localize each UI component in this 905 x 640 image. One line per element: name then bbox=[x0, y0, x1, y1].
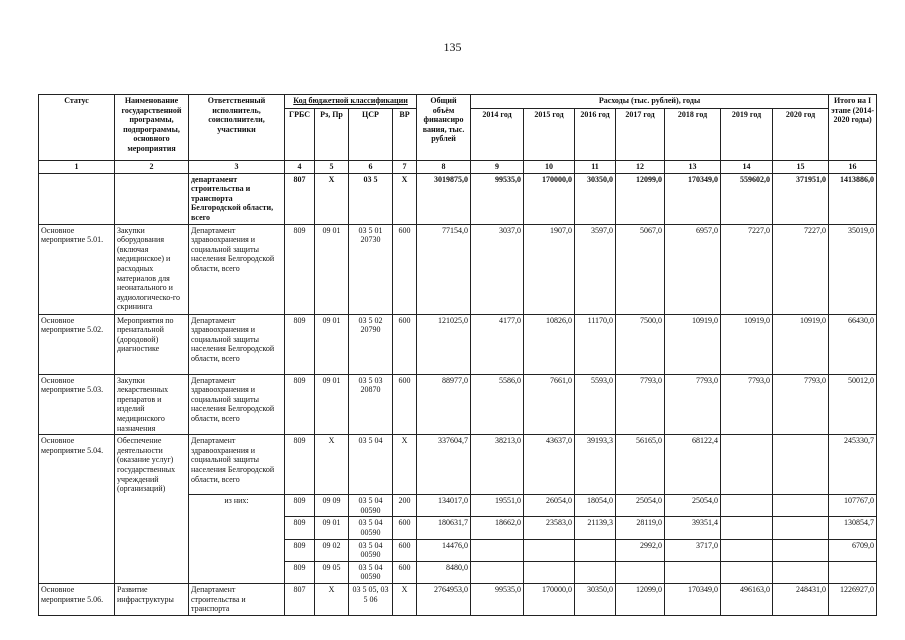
column-number: 13 bbox=[665, 161, 721, 174]
name-cell bbox=[115, 539, 189, 561]
year-value-cell bbox=[665, 561, 721, 583]
rzpr-cell: 09 01 bbox=[315, 374, 349, 435]
vr-cell: 600 bbox=[393, 539, 417, 561]
header-rzpr: Рз, Пр bbox=[315, 109, 349, 161]
year-value-cell: 56165,0 bbox=[616, 435, 665, 495]
year-value-cell: 7793,0 bbox=[721, 374, 773, 435]
year-value-cell bbox=[721, 435, 773, 495]
year-value-cell: 7500,0 bbox=[616, 314, 665, 374]
vr-cell: 600 bbox=[393, 561, 417, 583]
status-cell: Основное мероприятие 5.06. bbox=[39, 583, 115, 615]
year-value-cell: 39351,4 bbox=[665, 517, 721, 539]
year-value-cell bbox=[721, 495, 773, 517]
csr-cell: 03 5 bbox=[349, 173, 393, 224]
year-value-cell: 21139,3 bbox=[575, 517, 616, 539]
csr-cell: 03 5 04 bbox=[349, 435, 393, 495]
name-cell bbox=[115, 495, 189, 517]
name-cell bbox=[115, 173, 189, 224]
year-value-cell: 12099,0 bbox=[616, 583, 665, 615]
status-cell: Основное мероприятие 5.02. bbox=[39, 314, 115, 374]
table-row bbox=[39, 374, 877, 435]
csr-cell: 03 5 02 20790 bbox=[349, 314, 393, 374]
year-value-cell: 248431,0 bbox=[773, 583, 829, 615]
year-value-cell: 371951,0 bbox=[773, 173, 829, 224]
year-value-cell: 2992,0 bbox=[616, 539, 665, 561]
year-value-cell bbox=[721, 517, 773, 539]
column-number: 9 bbox=[471, 161, 524, 174]
rzpr-cell: Х bbox=[315, 435, 349, 495]
column-number: 16 bbox=[829, 161, 877, 174]
itogo-cell: 35019,0 bbox=[829, 224, 877, 314]
year-value-cell: 43637,0 bbox=[524, 435, 575, 495]
csr-cell: 03 5 04 00590 bbox=[349, 561, 393, 583]
total-cell: 88977,0 bbox=[417, 374, 471, 435]
responsible-cell: Департамент здравоохранения и социальной защиты населения Белгородской области, всего bbox=[189, 314, 285, 374]
name-cell: Обеспечение деятельности (оказание услуг) государственных учреждений (организаций) bbox=[115, 435, 189, 495]
year-value-cell: 26054,0 bbox=[524, 495, 575, 517]
year-value-cell: 25054,0 bbox=[665, 495, 721, 517]
header-itogo: Итого на I этапе (2014-2020 годы) bbox=[829, 95, 877, 161]
year-value-cell bbox=[721, 561, 773, 583]
table-row bbox=[39, 495, 877, 517]
year-value-cell: 5067,0 bbox=[616, 224, 665, 314]
header-year-2015: 2015 год bbox=[524, 109, 575, 161]
vr-cell: 600 bbox=[393, 374, 417, 435]
header-year-2014: 2014 год bbox=[471, 109, 524, 161]
column-number: 8 bbox=[417, 161, 471, 174]
column-number: 10 bbox=[524, 161, 575, 174]
csr-cell: 03 5 03 20870 bbox=[349, 374, 393, 435]
rzpr-cell: 09 05 bbox=[315, 561, 349, 583]
total-cell: 77154,0 bbox=[417, 224, 471, 314]
year-value-cell: 7227,0 bbox=[721, 224, 773, 314]
itogo-cell: 1413886,0 bbox=[829, 173, 877, 224]
grbs-cell: 809 bbox=[285, 561, 315, 583]
header-year-2018: 2018 год bbox=[665, 109, 721, 161]
year-value-cell: 7227,0 bbox=[773, 224, 829, 314]
column-number: 5 bbox=[315, 161, 349, 174]
year-value-cell bbox=[773, 517, 829, 539]
table-row bbox=[39, 583, 877, 615]
grbs-cell: 809 bbox=[285, 374, 315, 435]
table-row bbox=[39, 224, 877, 314]
name-cell: Закупки лекарственных препаратов и изделий медицинского назначения bbox=[115, 374, 189, 435]
header-total: Общий объём финансиро вания, тыс. рублей bbox=[417, 95, 471, 161]
year-value-cell: 4177,0 bbox=[471, 314, 524, 374]
year-value-cell: 10826,0 bbox=[524, 314, 575, 374]
year-value-cell bbox=[471, 561, 524, 583]
table-row bbox=[39, 173, 877, 224]
itogo-cell bbox=[829, 561, 877, 583]
year-value-cell: 5586,0 bbox=[471, 374, 524, 435]
year-value-cell: 6957,0 bbox=[665, 224, 721, 314]
year-value-cell: 30350,0 bbox=[575, 173, 616, 224]
header-name: Наименование государственной программы, подпрограммы, основного мероприятия bbox=[115, 95, 189, 161]
total-cell: 134017,0 bbox=[417, 495, 471, 517]
budget-table bbox=[38, 94, 877, 616]
year-value-cell bbox=[773, 539, 829, 561]
column-number-row bbox=[39, 161, 877, 174]
header-year-2016: 2016 год bbox=[575, 109, 616, 161]
status-cell bbox=[39, 539, 115, 561]
name-cell: Мероприятия по пренатальной (дородовой) диагностике bbox=[115, 314, 189, 374]
itogo-cell: 6709,0 bbox=[829, 539, 877, 561]
table-row bbox=[39, 539, 877, 561]
year-value-cell: 18662,0 bbox=[471, 517, 524, 539]
rzpr-cell: Х bbox=[315, 583, 349, 615]
year-value-cell bbox=[524, 561, 575, 583]
name-cell: Развитие инфраструктуры bbox=[115, 583, 189, 615]
rzpr-cell: 09 01 bbox=[315, 314, 349, 374]
header-year-2019: 2019 год bbox=[721, 109, 773, 161]
responsible-cell bbox=[189, 561, 285, 583]
rzpr-cell: Х bbox=[315, 173, 349, 224]
year-value-cell: 68122,4 bbox=[665, 435, 721, 495]
vr-cell: 600 bbox=[393, 517, 417, 539]
year-value-cell: 170000,0 bbox=[524, 583, 575, 615]
itogo-cell: 130854,7 bbox=[829, 517, 877, 539]
year-value-cell: 5593,0 bbox=[575, 374, 616, 435]
itogo-cell: 1226927,0 bbox=[829, 583, 877, 615]
table-row bbox=[39, 561, 877, 583]
year-value-cell bbox=[616, 561, 665, 583]
header-vr: ВР bbox=[393, 109, 417, 161]
status-cell bbox=[39, 517, 115, 539]
name-cell: Закупки оборудования (включая медицинское) и расходных материалов для неонатального и аудиологическо-го скрининга bbox=[115, 224, 189, 314]
vr-cell: 600 bbox=[393, 224, 417, 314]
responsible-cell bbox=[189, 517, 285, 539]
year-value-cell bbox=[575, 539, 616, 561]
responsible-cell: департамент строительства и транспорта Белгородской области, всего bbox=[189, 173, 285, 224]
itogo-cell: 50012,0 bbox=[829, 374, 877, 435]
year-value-cell: 3037,0 bbox=[471, 224, 524, 314]
year-value-cell bbox=[721, 539, 773, 561]
name-cell bbox=[115, 561, 189, 583]
year-value-cell: 99535,0 bbox=[471, 583, 524, 615]
total-cell: 3019875,0 bbox=[417, 173, 471, 224]
year-value-cell bbox=[773, 561, 829, 583]
year-value-cell: 170349,0 bbox=[665, 583, 721, 615]
year-value-cell: 7793,0 bbox=[665, 374, 721, 435]
status-cell: Основное мероприятие 5.01. bbox=[39, 224, 115, 314]
year-value-cell: 18054,0 bbox=[575, 495, 616, 517]
vr-cell: 600 bbox=[393, 314, 417, 374]
year-value-cell: 559602,0 bbox=[721, 173, 773, 224]
header-expenses: Расходы (тыс. рублей), годы bbox=[471, 95, 829, 109]
itogo-cell: 66430,0 bbox=[829, 314, 877, 374]
column-number: 14 bbox=[721, 161, 773, 174]
year-value-cell bbox=[471, 539, 524, 561]
table-row bbox=[39, 435, 877, 495]
vr-cell: Х bbox=[393, 583, 417, 615]
year-value-cell: 170000,0 bbox=[524, 173, 575, 224]
responsible-cell: из них: bbox=[189, 495, 285, 517]
status-cell bbox=[39, 495, 115, 517]
column-number: 7 bbox=[393, 161, 417, 174]
status-cell: Основное мероприятие 5.04. bbox=[39, 435, 115, 495]
total-cell: 2764953,0 bbox=[417, 583, 471, 615]
header-grbs: ГРБС bbox=[285, 109, 315, 161]
column-number: 1 bbox=[39, 161, 115, 174]
year-value-cell: 10919,0 bbox=[773, 314, 829, 374]
responsible-cell: Департамент здравоохранения и социальной защиты населения Белгородской области, всего bbox=[189, 224, 285, 314]
column-number: 15 bbox=[773, 161, 829, 174]
header-csr: ЦСР bbox=[349, 109, 393, 161]
grbs-cell: 807 bbox=[285, 173, 315, 224]
total-cell: 337604,7 bbox=[417, 435, 471, 495]
rzpr-cell: 09 01 bbox=[315, 224, 349, 314]
year-value-cell: 12099,0 bbox=[616, 173, 665, 224]
year-value-cell: 3597,0 bbox=[575, 224, 616, 314]
year-value-cell: 10919,0 bbox=[665, 314, 721, 374]
year-value-cell: 10919,0 bbox=[721, 314, 773, 374]
year-value-cell bbox=[524, 539, 575, 561]
year-value-cell: 496163,0 bbox=[721, 583, 773, 615]
year-value-cell: 11170,0 bbox=[575, 314, 616, 374]
year-value-cell: 3717,0 bbox=[665, 539, 721, 561]
column-number: 2 bbox=[115, 161, 189, 174]
table-row bbox=[39, 314, 877, 374]
itogo-cell: 245330,7 bbox=[829, 435, 877, 495]
table-row bbox=[39, 517, 877, 539]
csr-cell: 03 5 05, 03 5 06 bbox=[349, 583, 393, 615]
column-number: 3 bbox=[189, 161, 285, 174]
year-value-cell: 30350,0 bbox=[575, 583, 616, 615]
year-value-cell: 25054,0 bbox=[616, 495, 665, 517]
responsible-cell bbox=[189, 539, 285, 561]
header-year-2017: 2017 год bbox=[616, 109, 665, 161]
year-value-cell: 38213,0 bbox=[471, 435, 524, 495]
status-cell bbox=[39, 173, 115, 224]
year-value-cell bbox=[773, 495, 829, 517]
grbs-cell: 809 bbox=[285, 539, 315, 561]
status-cell: Основное мероприятие 5.03. bbox=[39, 374, 115, 435]
csr-cell: 03 5 01 20730 bbox=[349, 224, 393, 314]
grbs-cell: 809 bbox=[285, 495, 315, 517]
itogo-cell: 107767,0 bbox=[829, 495, 877, 517]
year-value-cell: 7793,0 bbox=[773, 374, 829, 435]
year-value-cell: 19551,0 bbox=[471, 495, 524, 517]
vr-cell: 200 bbox=[393, 495, 417, 517]
rzpr-cell: 09 09 bbox=[315, 495, 349, 517]
responsible-cell: Департамент строительства и транспорта bbox=[189, 583, 285, 615]
year-value-cell bbox=[773, 435, 829, 495]
rzpr-cell: 09 02 bbox=[315, 539, 349, 561]
header-status: Статус bbox=[39, 95, 115, 161]
year-value-cell: 1907,0 bbox=[524, 224, 575, 314]
total-cell: 14476,0 bbox=[417, 539, 471, 561]
year-value-cell: 7661,0 bbox=[524, 374, 575, 435]
year-value-cell: 7793,0 bbox=[616, 374, 665, 435]
column-number: 11 bbox=[575, 161, 616, 174]
vr-cell: Х bbox=[393, 173, 417, 224]
total-cell: 8480,0 bbox=[417, 561, 471, 583]
page-number: 135 bbox=[443, 40, 462, 54]
name-cell bbox=[115, 517, 189, 539]
year-value-cell: 170349,0 bbox=[665, 173, 721, 224]
column-number: 4 bbox=[285, 161, 315, 174]
grbs-cell: 807 bbox=[285, 583, 315, 615]
total-cell: 121025,0 bbox=[417, 314, 471, 374]
vr-cell: Х bbox=[393, 435, 417, 495]
year-value-cell: 28119,0 bbox=[616, 517, 665, 539]
grbs-cell: 809 bbox=[285, 224, 315, 314]
csr-cell: 03 5 04 00590 bbox=[349, 517, 393, 539]
header-budget-code: Код бюджетной классификации bbox=[285, 95, 417, 109]
responsible-cell: Департамент здравоохранения и социальной защиты населения Белгородской области, всего bbox=[189, 435, 285, 495]
column-number: 12 bbox=[616, 161, 665, 174]
grbs-cell: 809 bbox=[285, 517, 315, 539]
csr-cell: 03 5 04 00590 bbox=[349, 539, 393, 561]
year-value-cell: 99535,0 bbox=[471, 173, 524, 224]
rzpr-cell: 09 01 bbox=[315, 517, 349, 539]
column-number: 6 bbox=[349, 161, 393, 174]
grbs-cell: 809 bbox=[285, 435, 315, 495]
csr-cell: 03 5 04 00590 bbox=[349, 495, 393, 517]
year-value-cell bbox=[575, 561, 616, 583]
grbs-cell: 809 bbox=[285, 314, 315, 374]
status-cell bbox=[39, 561, 115, 583]
header-responsible: Ответственный исполнитель, соисполнители, участники bbox=[189, 95, 285, 161]
year-value-cell: 39193,3 bbox=[575, 435, 616, 495]
responsible-cell: Департамент здравоохранения и социальной защиты населения Белгородской области, всего bbox=[189, 374, 285, 435]
header-year-2020: 2020 год bbox=[773, 109, 829, 161]
year-value-cell: 23583,0 bbox=[524, 517, 575, 539]
total-cell: 180631,7 bbox=[417, 517, 471, 539]
